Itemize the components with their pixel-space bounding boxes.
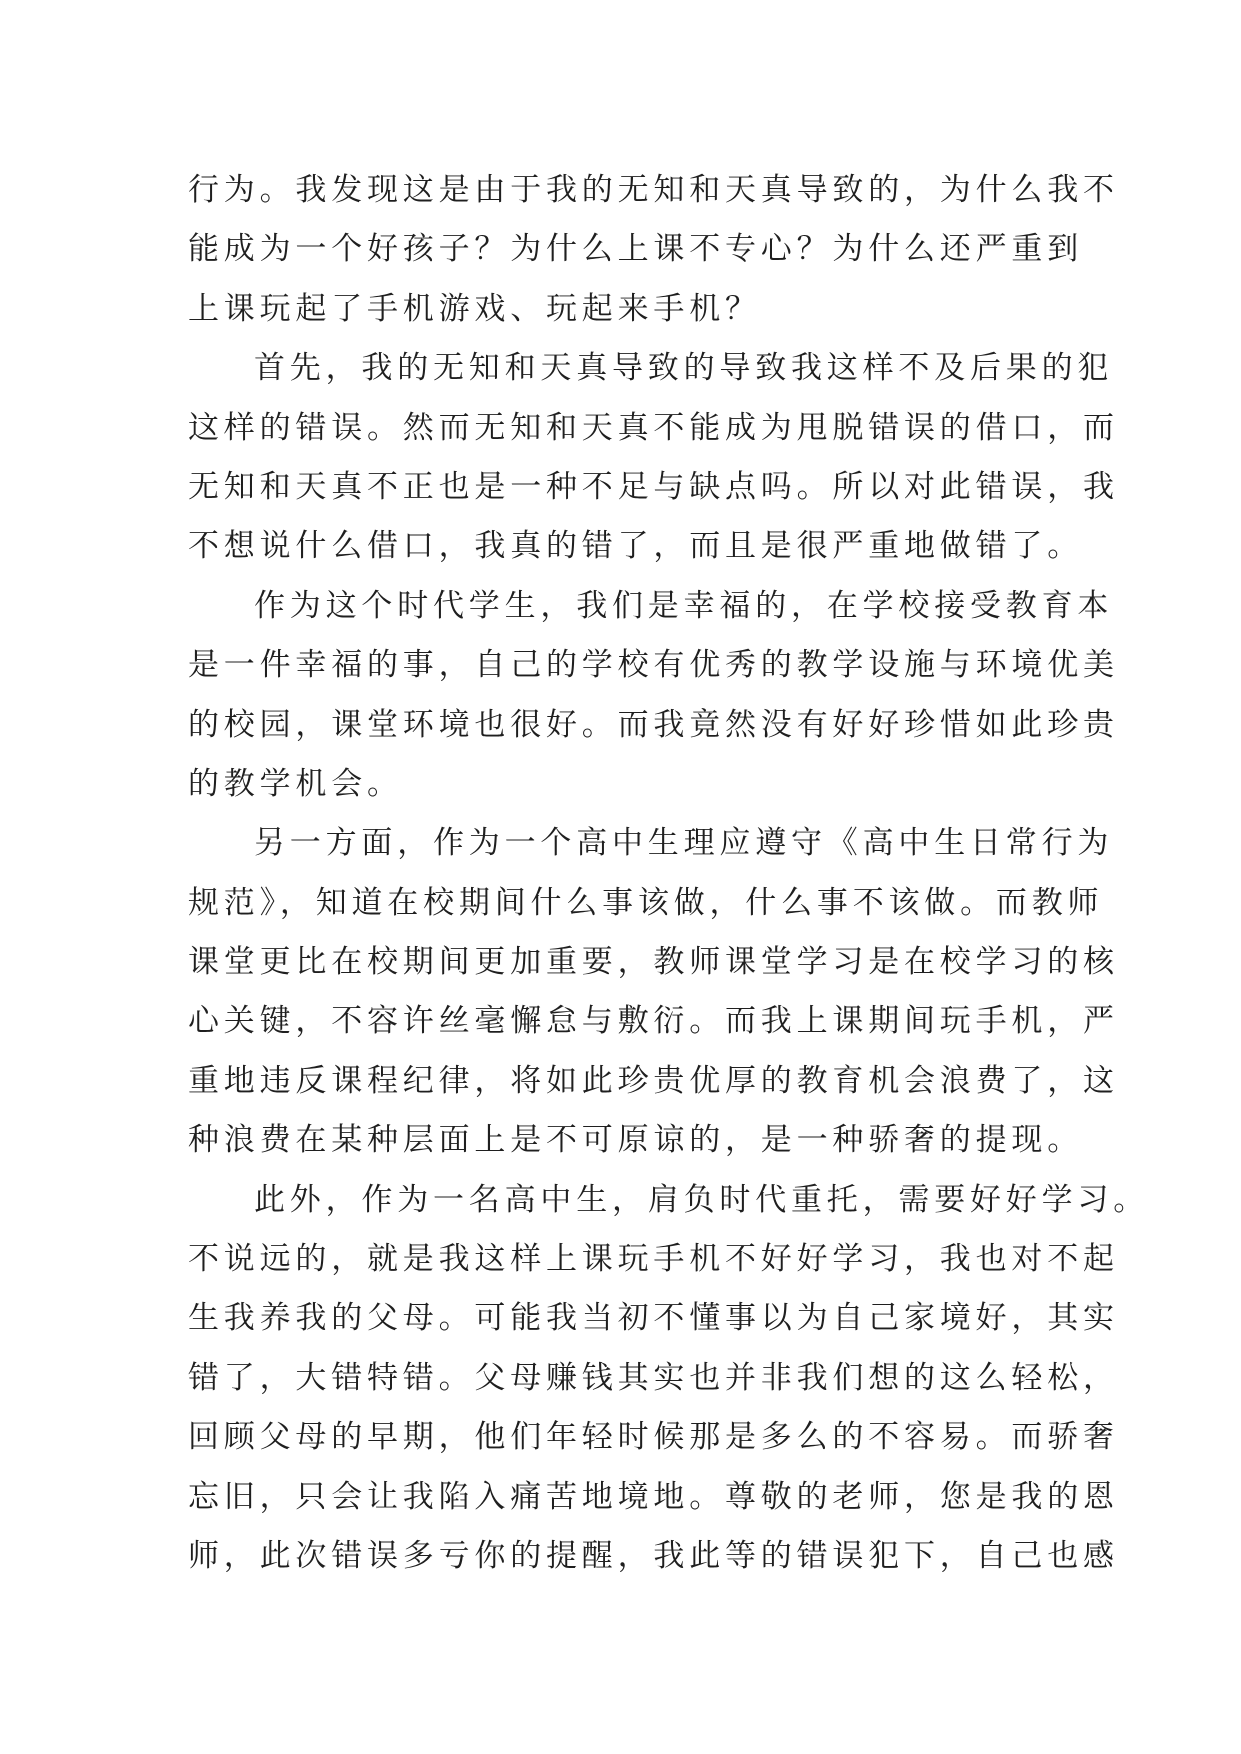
document-body xyxy=(188,161,1149,1586)
text-line: 行为。我发现这是由于我的无知和天真导致的，为什么我不 xyxy=(188,172,1119,208)
paragraph-first-line: 此外，作为一名高中生，肩负时代重托，需要好好学习。 xyxy=(254,1181,1149,1218)
text-line: 规范》，知道在校期间什么事该做，什么事不该做。而教师 xyxy=(188,884,1104,921)
text-line: 错了，大错特错。父母赚钱其实也并非我们想的这么轻松， xyxy=(188,1359,1119,1396)
text-line: 能成为一个好孩子？为什么上课不专心？为什么还严重到 xyxy=(188,231,1083,268)
text-line: 这样的错误。然而无知和天真不能成为甩脱错误的借口，而 xyxy=(188,409,1119,446)
paragraph-first-line: 首先，我的无知和天真导致的导致我这样不及后果的犯 xyxy=(254,350,1114,387)
text-line: 重地违反课程纪律，将如此珍贵优厚的教育机会浪费了，这 xyxy=(188,1062,1119,1099)
text-line: 心关键，不容许丝毫懈怠与敷衍。而我上课期间玩手机，严 xyxy=(188,1003,1119,1040)
text-line: 师，此次错误多亏你的提醒，我此等的错误犯下，自己也感 xyxy=(188,1537,1119,1574)
text-line: 无知和天真不正也是一种不足与缺点吗。所以对此错误，我 xyxy=(188,468,1119,505)
paragraph-first-line: 作为这个时代学生，我们是幸福的，在学校接受教育本 xyxy=(254,587,1114,624)
text-line: 种浪费在某种层面上是不可原谅的，是一种骄奢的提现。 xyxy=(188,1122,1083,1159)
text-line: 是一件幸福的事，自己的学校有优秀的教学设施与环境优美 xyxy=(188,647,1119,684)
text-line: 忘旧，只会让我陷入痛苦地境地。尊敬的老师，您是我的恩 xyxy=(188,1478,1119,1515)
text-line: 课堂更比在校期间更加重要，教师课堂学习是在校学习的核 xyxy=(188,944,1119,981)
text-line: 的教学机会。 xyxy=(188,765,403,802)
text-line: 上课玩起了手机游戏、玩起来手机？ xyxy=(188,290,761,327)
paragraph-first-line: 另一方面，作为一个高中生理应遵守《高中生日常行为 xyxy=(254,825,1114,862)
text-line: 的校园，课堂环境也很好。而我竟然没有好好珍惜如此珍贵 xyxy=(188,706,1119,743)
text-line: 回顾父母的早期，他们年轻时候那是多么的不容易。而骄奢 xyxy=(188,1419,1119,1456)
text-line: 生我养我的父母。可能我当初不懂事以为自己家境好，其实 xyxy=(188,1300,1119,1337)
text-line: 不说远的，就是我这样上课玩手机不好好学习，我也对不起 xyxy=(188,1241,1119,1278)
text-line: 不想说什么借口，我真的错了，而且是很严重地做错了。 xyxy=(188,528,1083,565)
